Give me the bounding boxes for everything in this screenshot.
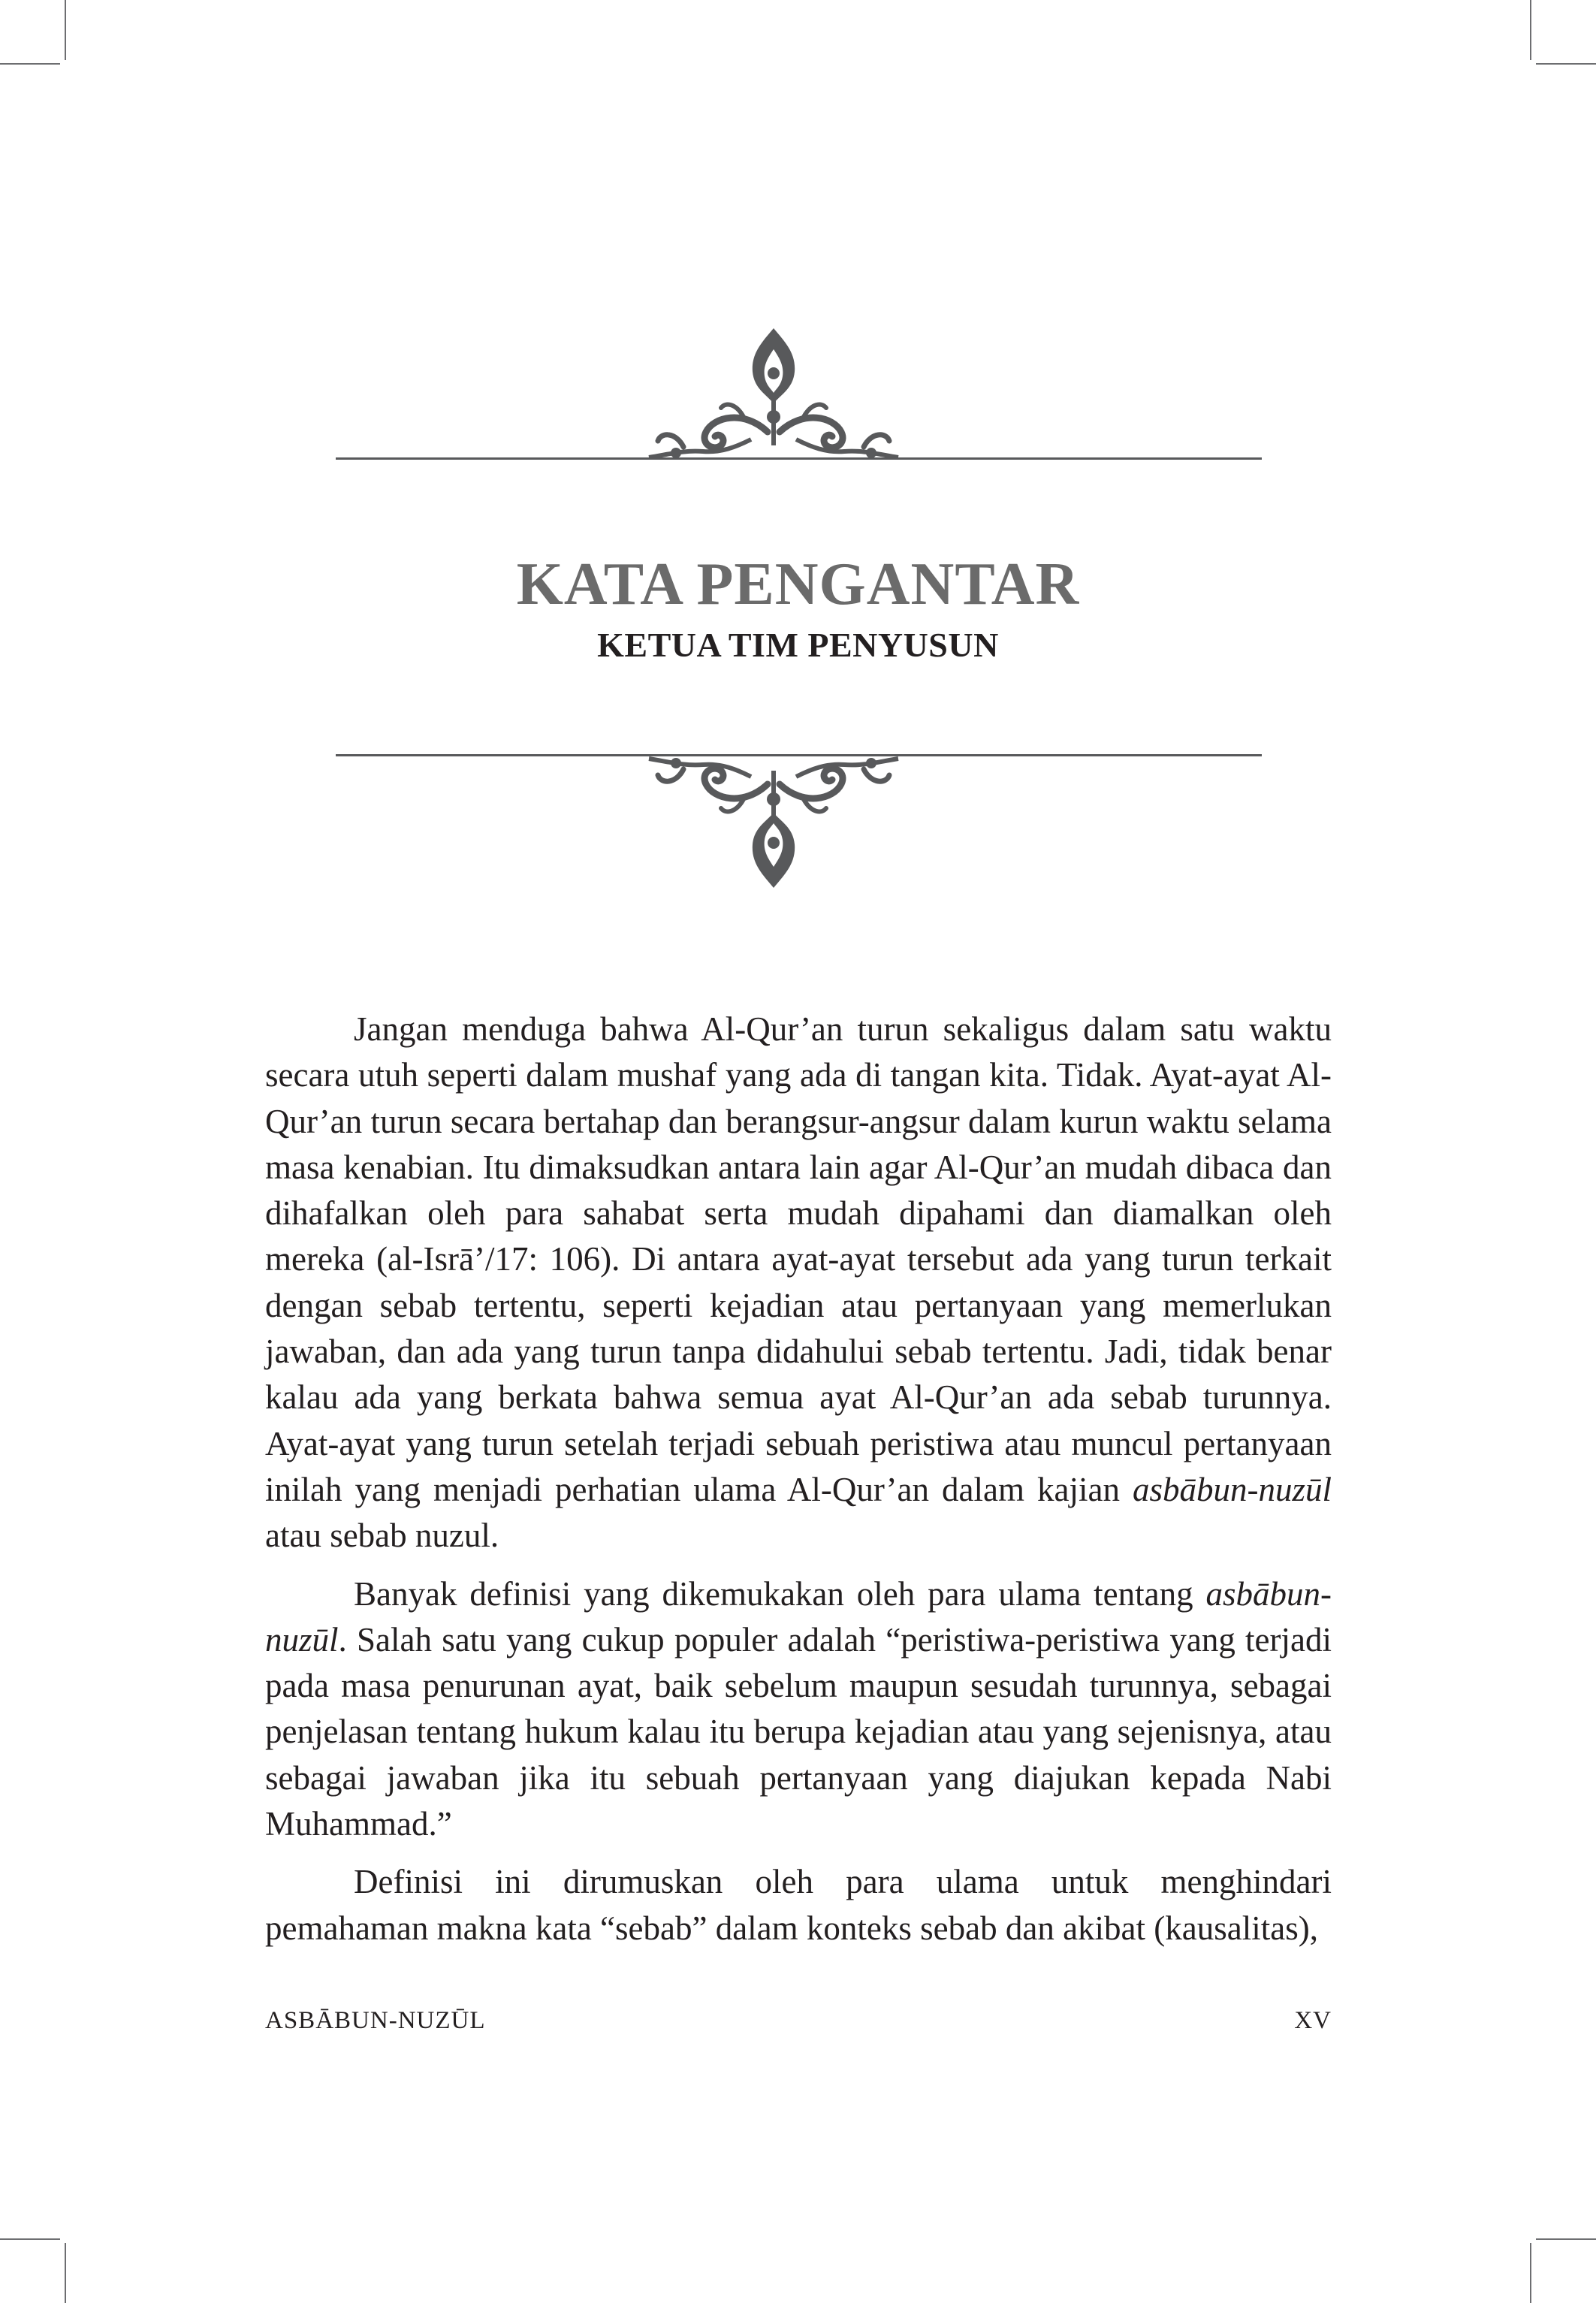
crop-mark-bottom-right-horizontal [1536, 2238, 1596, 2240]
body-text [265, 1007, 1332, 1963]
crop-mark-top-left-horizontal [0, 63, 60, 65]
crop-mark-top-right-vertical [1530, 0, 1531, 60]
crop-mark-bottom-left-horizontal [0, 2238, 60, 2240]
ornament-bottom [631, 754, 916, 897]
page-subtitle: KETUA TIM PENYUSUN [597, 626, 999, 664]
paragraph-1 [265, 1007, 1332, 1559]
page-number: XV [1294, 2007, 1332, 2034]
crop-mark-bottom-left-vertical [65, 2243, 66, 2303]
paragraph-2-text-end: . Salah satu yang cukup populer adalah “peristiwa-peristiwa yang terjadi pada masa penurunan ayat, baik sebelum maupun sesudah turunnya, sebagai penjelasan tentang hukum kalau itu berupa kejadian atau yang sejenisnya, atau sebagai jawaban jika itu sebuah pertanyaan yang diajukan kepada Nabi Muhammad.” [265, 1620, 1332, 1843]
page-title: KATA PENGANTAR [516, 551, 1080, 617]
paragraph-1-text-end: atau sebab nuzul. [265, 1517, 499, 1555]
paragraph-1-text: Jangan menduga bahwa Al-Qur’an turun sekaligus dalam satu waktu secara utuh seperti dalam mushaf yang ada di tangan kita. Tidak. Ayat-ayat Al-Qur’an turun secara bertahap dan berangsur-angsur dalam kurun waktu selama masa kenabian. Itu dimaksudkan antara lain agar Al-Qur’an mudah dibaca dan dihafalkan oleh para sahabat serta mudah dipahami dan diamalkan oleh mereka (al-Isrā’/17: 106). Di antara ayat-ayat tersebut ada yang turun terkait dengan sebab tertentu, seperti kejadian atau pertanyaan yang memerlukan jawaban, dan ada yang turun tanpa didahului sebab tertentu. Jadi, tidak benar kalau ada yang berkata bahwa semua ayat Al-Qur’an ada sebab turunnya. Ayat-ayat yang turun setelah terjadi sebuah peristiwa atau muncul pertanyaan inilah yang menjadi perhatian ulama Al-Qur’an dalam kajian [265, 1010, 1332, 1508]
crop-mark-bottom-right-vertical [1530, 2243, 1531, 2303]
crop-mark-top-left-vertical [65, 0, 66, 60]
paragraph-3 [265, 1859, 1332, 1951]
ornament-top [631, 319, 916, 462]
crop-mark-top-right-horizontal [1536, 63, 1596, 65]
paragraph-2 [265, 1571, 1332, 1848]
rule-top [336, 457, 1262, 460]
running-footer-title: ASBĀBUN-NUZŪL [265, 2007, 486, 2034]
paragraph-2-text: Banyak definisi yang dikemukakan oleh para ulama tentang [354, 1574, 1206, 1613]
paragraph-3-text: Definisi ini dirumuskan oleh para ulama untuk menghindari pemahaman makna kata “sebab” dalam konteks sebab dan akibat (kausalitas), [265, 1863, 1332, 1947]
paragraph-2-italic-term: asbābun-nuzūl [265, 1574, 1332, 1659]
paragraph-1-italic-term: asbābun-nuzūl [1132, 1470, 1332, 1508]
